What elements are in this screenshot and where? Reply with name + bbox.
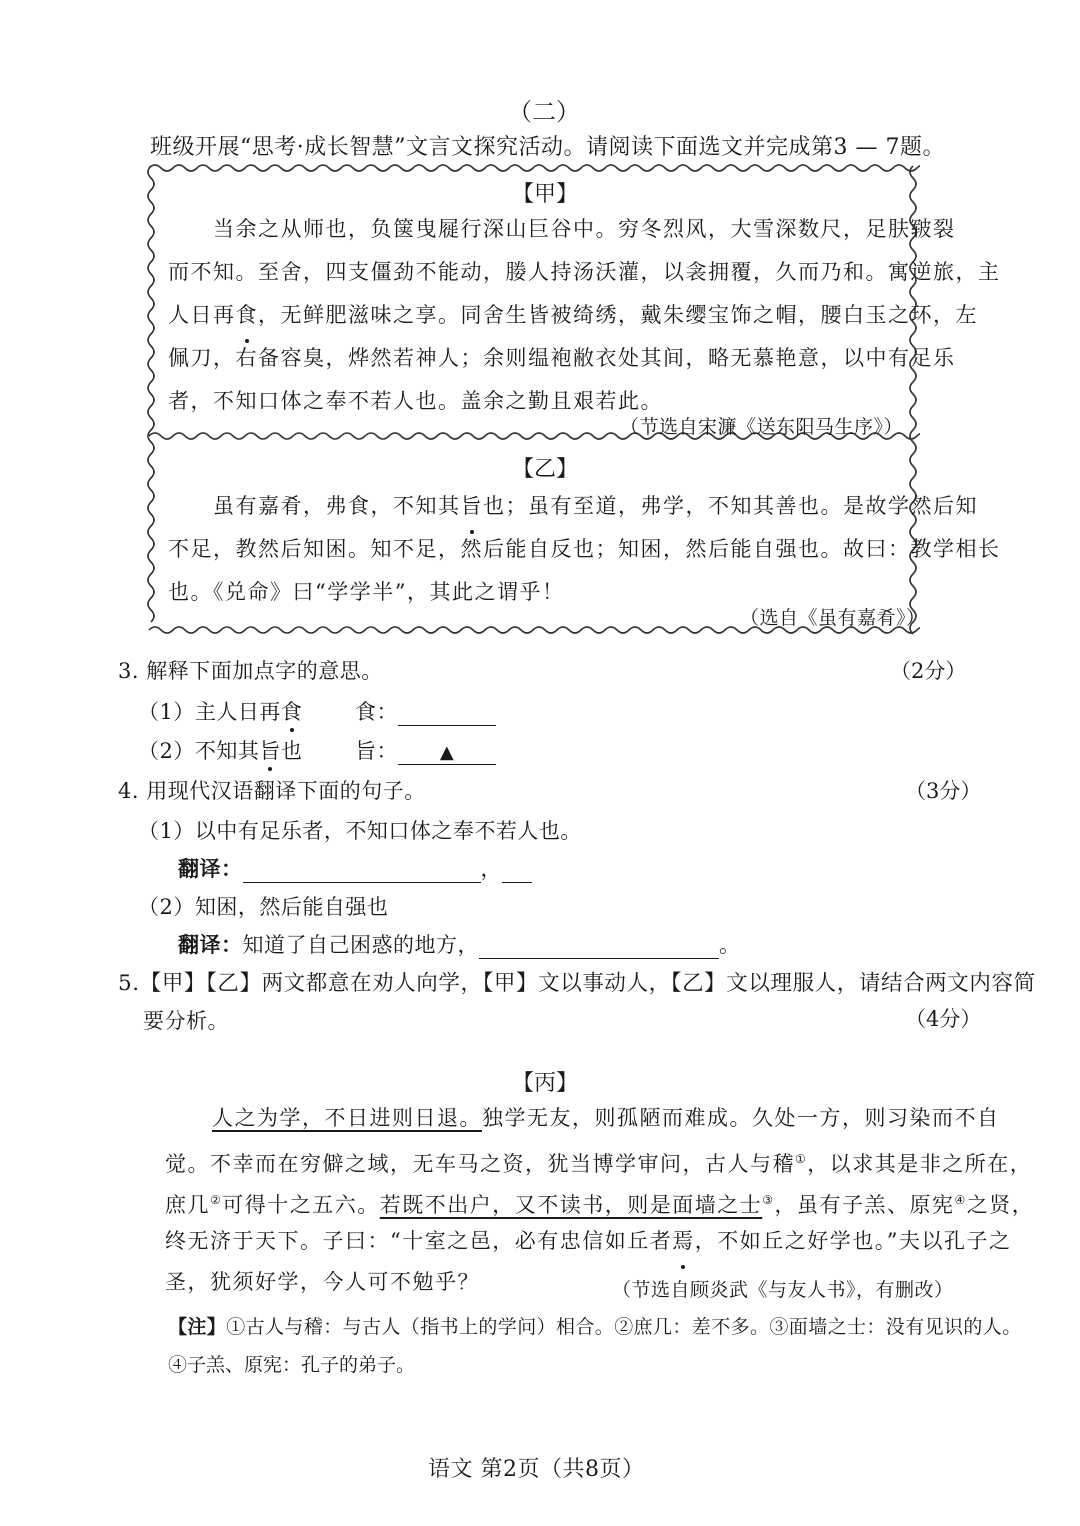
q3-item-2-blank[interactable]: ▲ [398,742,496,765]
q3-title: 3. 解释下面加点字的意思。 [118,659,383,683]
q3-item-1-answer [355,696,496,726]
bing-underline-1: 人之为学，不日进则日退。 [212,1106,482,1130]
passage-bing-label: 【丙】 [512,1071,579,1096]
q4-item-1-label: 翻译： [178,856,243,881]
q4-title: 4. 用现代汉语翻译下面的句子。 [118,779,426,803]
q3-score: （2分） [890,659,967,683]
q3-item-2-answer [355,735,496,765]
bing-line-2-a: 觉。不幸而在穷僻之域，无车马之资，犹当博学审问，古人与稽 [165,1152,795,1176]
q4-item-2-end: 。 [719,933,741,957]
q4-item-2-answer [178,929,741,959]
bing-line-4-a: 终无济于天下。子曰：“十室之邑，必有忠信如丘者 [165,1229,673,1253]
q4-item-2-text: 知道了自己困惑的地方， [242,933,479,957]
bing-dotted-yan: 焉 [672,1220,695,1263]
jia-line-3-b: ，无鲜肥滋味之享。同舍生皆被绮绣，戴朱缨宝饰之帽，腰白玉之环，左 [258,303,978,327]
note-text-1: ①古人与稽：与古人（指书上的学问）相合。②庶几：差不多。③面墙之士：没有见识的人。 [226,1316,1022,1338]
yi-line-1 [213,485,978,528]
note-line-1 [168,1312,1022,1339]
yi-line-1-a: 虽有嘉肴，弗食，不知其 [213,494,461,518]
q3-item-2-label: 旨： [355,739,398,763]
bing-line-1-rest: 独学无友，则孤陋而难成。久处一方，则习染而不自 [482,1106,1000,1130]
section-heading: （二） [508,98,580,126]
bing-line-2-b: ，以求其是非之所在， [807,1152,1033,1176]
wavy-top [149,165,920,171]
bing-line-3-d: 之贤， [966,1193,1035,1217]
q4-item-2-label: 翻译： [178,932,243,957]
q4-item-1-blank-a[interactable] [243,860,481,883]
bing-line-3-a: 庶几 [165,1193,210,1217]
bing-line-3-b: 可得十之五六。 [222,1193,380,1217]
jia-line-1: 当余之从师也，负箧曳屣行深山巨谷中。穷冬烈风，大雪深数尺，足肤皲裂 [213,217,956,241]
q4-item-1: （1）以中有足乐者，不知口体之奉不若人也。 [138,819,582,843]
yi-line-3: 也。《兑命》曰“学学半”，其此之谓乎！ [168,580,565,604]
bing-underline-2: 若既不出户，又不读书，则是面墙之士 [379,1193,763,1217]
intro-text: 班级开展“思考·成长智慧”文言文探究活动。请阅读下面选文并完成第3 — 7题。 [150,135,945,160]
jia-line-4: 佩刀，右备容臭，烨然若神人；余则缊袍敝衣处其间，略无慕艳意，以中有足乐 [168,346,956,370]
page-footer: 语文 第2页（共8页） [428,1457,645,1482]
q3-item-2-dot: 旨 [259,735,281,765]
passage-jia-label: 【甲】 [512,182,579,207]
bing-line-3-c: ，虽有子羔、原宪 [774,1193,955,1217]
bing-line-4 [165,1220,1011,1263]
jia-line-2: 而不知。至舍，四支僵劲不能动，媵人持汤沃灌，以衾拥覆，久而乃和。寓逆旅，主 [168,260,1001,284]
q4-item-1-comma: ， [480,857,502,881]
bing-line-1 [212,1097,1000,1140]
jia-line-5: 者，不知口体之奉不若人也。盖余之勤且艰若此。 [168,389,663,413]
passage-bing-source: （节选自顾炎武《与友人书》，有删改） [612,1279,954,1301]
q4-item-2-blank[interactable] [479,936,719,959]
passage-yi-source: （选自《虽有嘉肴》） [740,607,926,629]
passage-jia-source: （节选自宋濂《送东阳马生序》） [620,416,904,438]
q3-item-2-text: （2）不知其 [138,739,260,763]
q4-item-2: （2）知困，然后能自强也 [138,895,389,919]
yi-line-2: 不足，教然后知困。知不足，然后能自反也；知困，然后能自强也。故曰：教学相长 [168,537,1001,561]
note-ref-1: ① [795,1152,808,1166]
note-label: 【注】 [168,1316,227,1338]
q3-item-2-post: 也 [280,739,303,763]
q5-line-2: 要分析。 [143,1009,229,1033]
bing-line-4-b: ，不如丘之好学也。”夫以孔子之 [694,1229,1012,1253]
note-ref-4: ④ [954,1193,967,1207]
wavy-left [148,166,154,622]
q4-item-1-blank-b[interactable] [502,860,532,883]
yi-line-1-b: 也；虽有至道，弗学，不知其善也。是故学然后知 [483,494,978,518]
jia-line-3-a: 人日再 [168,303,236,327]
q3-item-1-label: 食： [355,700,398,724]
q3-item-2 [138,735,302,765]
note-ref-3: ③ [762,1193,775,1207]
q5-score: （4分） [905,1007,982,1031]
bing-line-5: 圣，犹须好学，今人可不勉乎？ [165,1270,480,1294]
jia-dotted-shi: 食 [236,294,259,337]
q3-item-1-text: （1）主人日再 [138,700,281,724]
q3-item-1-blank[interactable] [398,703,496,726]
q3-item-1-dot: 食 [281,696,303,726]
passage-yi-label: 【乙】 [512,457,579,482]
note-ref-2: ② [210,1193,223,1207]
yi-dotted-zhi: 旨 [461,485,484,528]
note-line-2: ④子羔、原宪：孔子的弟子。 [168,1354,416,1376]
q4-item-1-answer [178,853,532,883]
q3-item-1 [138,696,302,726]
jia-line-3 [168,294,978,337]
q5-line-1: 5.【甲】【乙】两文都意在劝人向学，【甲】文以事动人，【乙】文以理服人，请结合两文内容简 [118,971,1036,996]
q4-score: （3分） [905,779,982,803]
